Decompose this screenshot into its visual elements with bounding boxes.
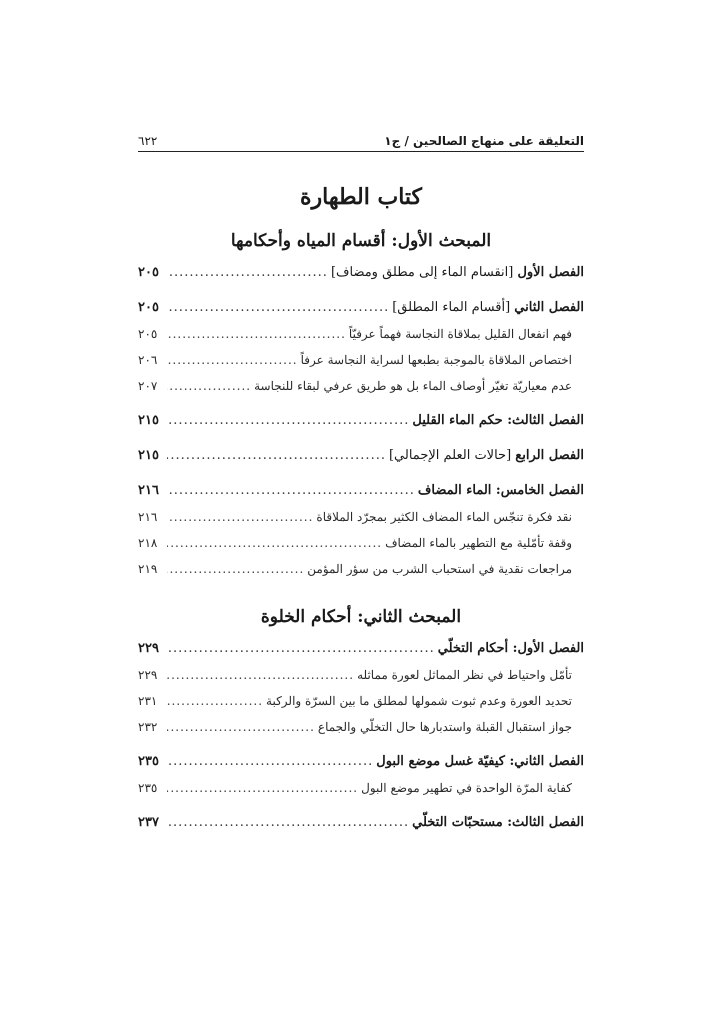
subentry-page: ٢١٨ [138, 536, 158, 550]
toc-entry[interactable] [138, 443, 584, 469]
entry-page: ٢١٥ [138, 448, 159, 463]
subentry-label: تحديد العورة وعدم ثبوت شمولها لمطلق ما بين السرّة والركبة [266, 694, 572, 708]
subentry-page: ٢٠٥ [138, 327, 158, 341]
book-title: كتاب الطهارة [299, 184, 423, 210]
entry-page: ٢٣٥ [138, 754, 159, 769]
toc-entry[interactable] [138, 810, 584, 836]
subentry-page: ٢٠٧ [138, 379, 158, 393]
entry-subtitle: [أقسام الماء المطلق] [392, 300, 515, 315]
entry-label: الفصل الثاني: كيفيّة غسل موضع البول [376, 754, 584, 769]
leader-dots [167, 347, 298, 373]
toc-subentry[interactable] [138, 373, 584, 399]
leader-dots [167, 530, 382, 556]
entry-label: الفصل الأول [517, 265, 584, 280]
running-header [138, 128, 584, 152]
leader-dots [167, 260, 328, 286]
subentry-page: ٢٣٢ [138, 720, 158, 734]
leader-dots [167, 775, 358, 801]
entry-page: ٢٢٩ [138, 641, 159, 656]
subentry-label: فهم انفعال القليل بملاقاة النجاسة فهماً عرفيّاً [348, 327, 572, 341]
toc-page [138, 128, 584, 836]
toc-subentry[interactable] [138, 714, 584, 740]
entry-label: الفصل الثالث: حكم الماء القليل [412, 413, 584, 428]
leader-dots [167, 504, 313, 530]
subentry-label: مراجعات نقدية في استحباب الشرب من سؤر المؤمن [307, 562, 572, 576]
entry-label: الفصل الأول: أحكام التخلّي [437, 641, 584, 656]
toc-subentry[interactable] [138, 662, 584, 688]
leader-dots [167, 749, 373, 775]
running-title: التعليقة على منهاج الصالحين / ج١ [384, 134, 584, 148]
leader-dots [167, 443, 386, 469]
subentry-label: عدم معياريّة تغيّر أوصاف الماء بل هو طريق عرفي لبقاء للنجاسة [254, 379, 572, 393]
subentry-label: تأمّل واحتياط في نظر المماثل لعورة مماثله [357, 668, 572, 682]
leader-dots [167, 478, 415, 504]
entry-page: ٢٠٥ [138, 265, 159, 280]
toc-entry[interactable] [138, 636, 584, 662]
section-title: المبحث الأول: أقسام المياه وأحكامها [230, 231, 492, 251]
subentry-page: ٢١٩ [138, 562, 158, 576]
subentry-label: كفاية المرّة الواحدة في تطهير موضع البول [361, 781, 572, 795]
toc-entry[interactable] [138, 749, 584, 775]
toc-entry[interactable] [138, 478, 584, 504]
toc-subentry[interactable] [138, 688, 584, 714]
leader-dots [167, 373, 251, 399]
toc-entry[interactable] [138, 260, 584, 286]
subentry-page: ٢١٦ [138, 510, 158, 524]
subentry-label: وقفة تأمّلية مع التطهير بالماء المضاف [385, 536, 572, 550]
subentry-page: ٢٢٩ [138, 668, 158, 682]
entry-label: الفصل الرابع [515, 448, 584, 463]
entry-label: الفصل الثاني [514, 300, 584, 315]
subentry-label: نقد فكرة تنجّس الماء المضاف الكثير بمجرّد الملاقاة [316, 510, 572, 524]
subentry-page: ٢٣١ [138, 694, 158, 708]
toc-subentry[interactable] [138, 321, 584, 347]
entry-page: ٢١٦ [138, 483, 159, 498]
page-number: ٦٢٢ [138, 134, 158, 148]
entry-label: الفصل الخامس: الماء المضاف [417, 483, 584, 498]
subentry-page: ٢٠٦ [138, 353, 158, 367]
leader-dots [167, 662, 354, 688]
toc-subentry[interactable] [138, 556, 584, 582]
toc-entry[interactable] [138, 295, 584, 321]
subentry-label: اختصاص الملاقاة بالموجبة بطبعها لسراية النجاسة عرفاً [300, 353, 572, 367]
subentry-label: جواز استقبال القبلة واستدبارها حال التخلّي والجماع [317, 720, 572, 734]
entry-subtitle: [انقسام الماء إلى مطلق ومضاف] [330, 265, 518, 280]
leader-dots [167, 408, 409, 434]
entry-page: ٢١٥ [138, 413, 159, 428]
leader-dots [167, 295, 389, 321]
section-title: المبحث الثاني: أحكام الخلوة [260, 607, 462, 627]
toc-subentry[interactable] [138, 530, 584, 556]
entry-label: الفصل الثالث: مستحبّات التخلّي [412, 815, 584, 830]
entry-page: ٢٣٧ [138, 815, 159, 830]
toc-subentry[interactable] [138, 504, 584, 530]
toc-subentry[interactable] [138, 347, 584, 373]
toc-subentry[interactable] [138, 775, 584, 801]
leader-dots [167, 810, 409, 836]
leader-dots [167, 636, 435, 662]
leader-dots [167, 714, 315, 740]
leader-dots [167, 688, 263, 714]
entry-page: ٢٠٥ [138, 300, 159, 315]
toc-entry[interactable] [138, 408, 584, 434]
leader-dots [167, 556, 304, 582]
subentry-page: ٢٣٥ [138, 781, 158, 795]
leader-dots [167, 321, 346, 347]
entry-subtitle: [حالات العلم الإجمالي] [388, 448, 516, 463]
